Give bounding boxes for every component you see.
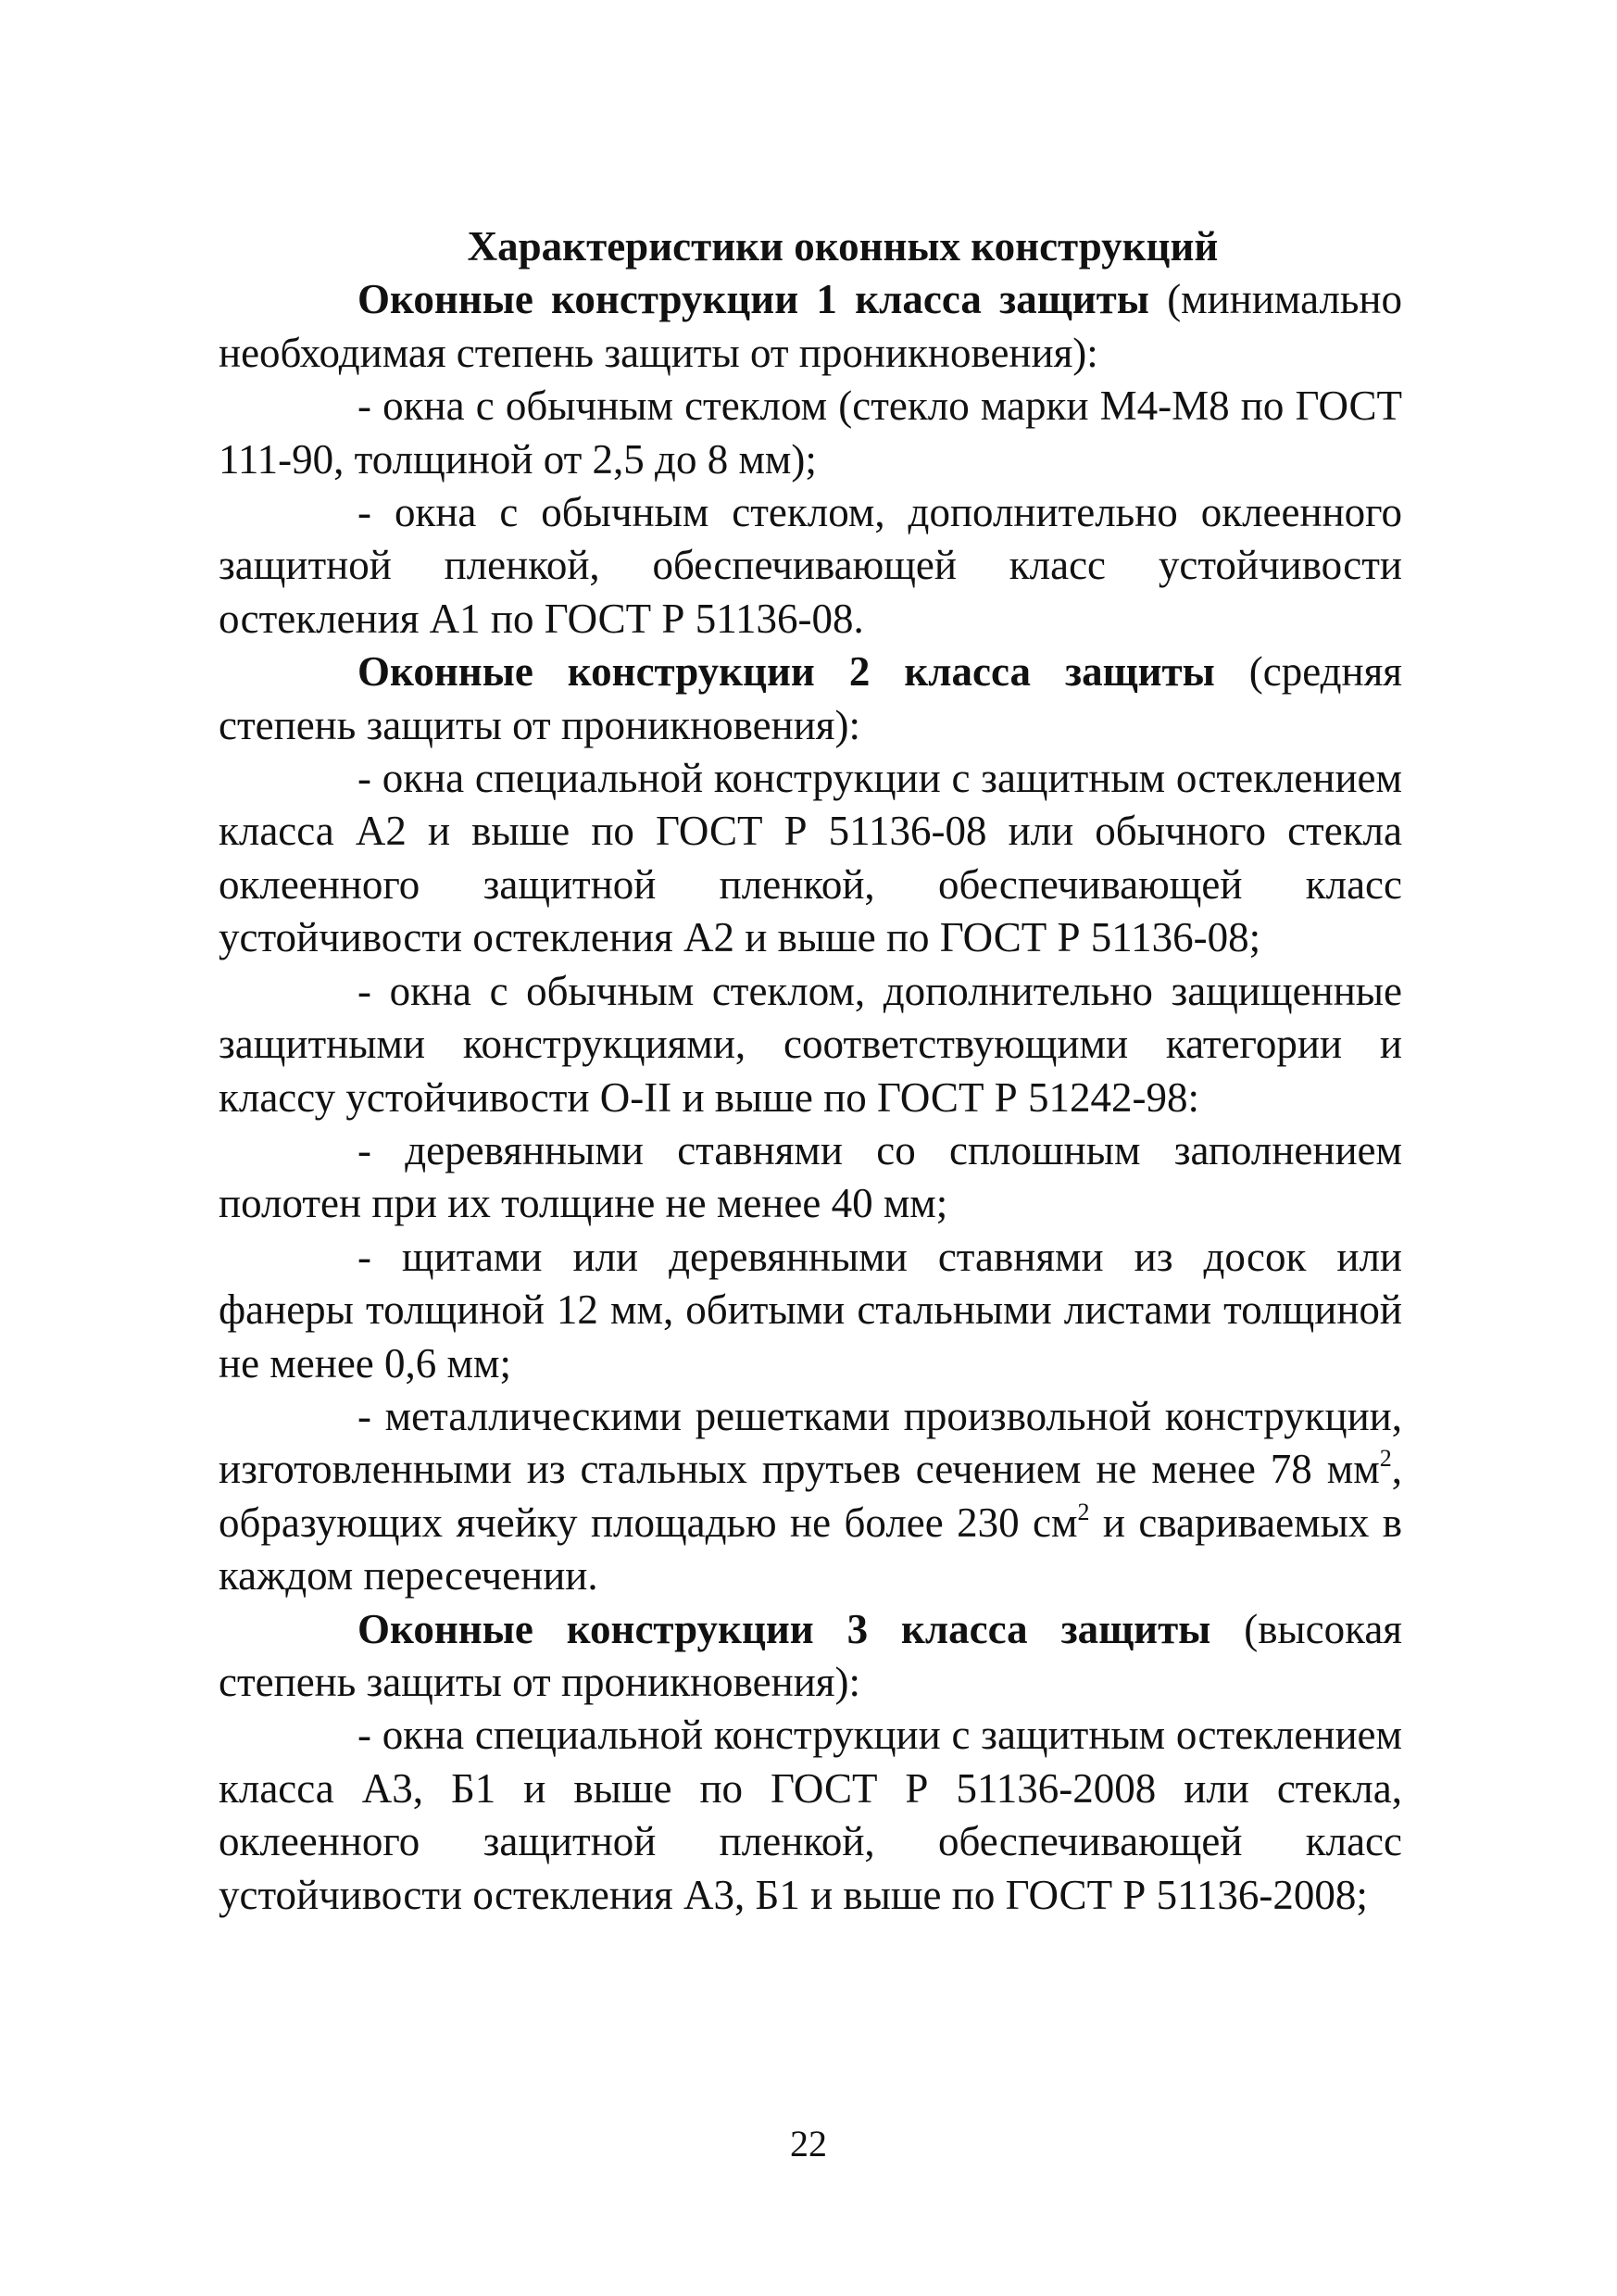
class2-heading: Оконные конструкции 2 класса защиты [357,648,1215,696]
class2-paragraph [219,646,1402,752]
class2-note: (средняя степень защиты от проникновения): [219,648,1402,748]
superscript: 2 [1379,1445,1392,1473]
class1-heading: Оконные конструкции 1 класса защиты [357,276,1149,323]
class3-paragraph [219,1603,1402,1710]
list-item: - окна специальной конструкции с защитным остеклением класса А3, Б1 и выше по ГОСТ Р 51136-2008 или стекла, оклеенного защитной пленкой, обеспечивающей класс устойчивости остекления А3, Б1 и выше по ГОСТ Р 51136-2008; [219,1712,1402,1918]
grates-text-1: - металлическими решетками произвольной конструкции, изготовленными из стальных прутьев сечением не менее 78 мм [219,1392,1402,1493]
class3-note: (высокая степень защиты от проникновения): [219,1605,1402,1705]
superscript: 2 [1077,1498,1090,1525]
list-item: - окна с обычным стеклом, дополнительно защищенные защитными конструкциями, соответствующими категории и классу устойчивости О-II и выше по ГОСТ Р 51242-98: [219,967,1402,1121]
grates-text-3: и свариваемых в каждом пересечении. [219,1499,1402,1600]
class1-paragraph [219,273,1402,380]
grates-text-2: , образующих ячейку площадью не более 230 см [219,1446,1402,1546]
class1-note: (минимально необходимая степень защиты от проникновения): [219,276,1402,376]
list-item: - окна с обычным стеклом (стекло марки М4-М8 по ГОСТ 111-90, толщиной от 2,5 до 8 мм); [219,383,1402,483]
class3-heading: Оконные конструкции 3 класса защиты [357,1605,1211,1652]
list-item-grates [219,1390,1402,1603]
page-body [219,220,1402,1922]
list-item: - окна с обычным стеклом, дополнительно оклеенного защитной пленкой, обеспечивающей класс устойчивости остекления А1 по ГОСТ Р 51136-08. [219,489,1402,642]
list-item: - деревянными ставнями со сплошным заполнением полотен при их толщине не менее 40 мм; [219,1126,1402,1227]
section-title: Характеристики оконных конструкций [467,223,1219,270]
page-number: 22 [790,2123,827,2164]
list-item: - окна специальной конструкции с защитным остеклением класса А2 и выше по ГОСТ Р 51136-08 или обычного стекла оклеенного защитной пленкой, обеспечивающей класс устойчивости остекления А2 и выше по ГОСТ Р 51136-08; [219,755,1402,961]
list-item: - щитами или деревянными ставнями из досок или фанеры толщиной 12 мм, обитыми стальными листами толщиной не менее 0,6 мм; [219,1233,1402,1386]
